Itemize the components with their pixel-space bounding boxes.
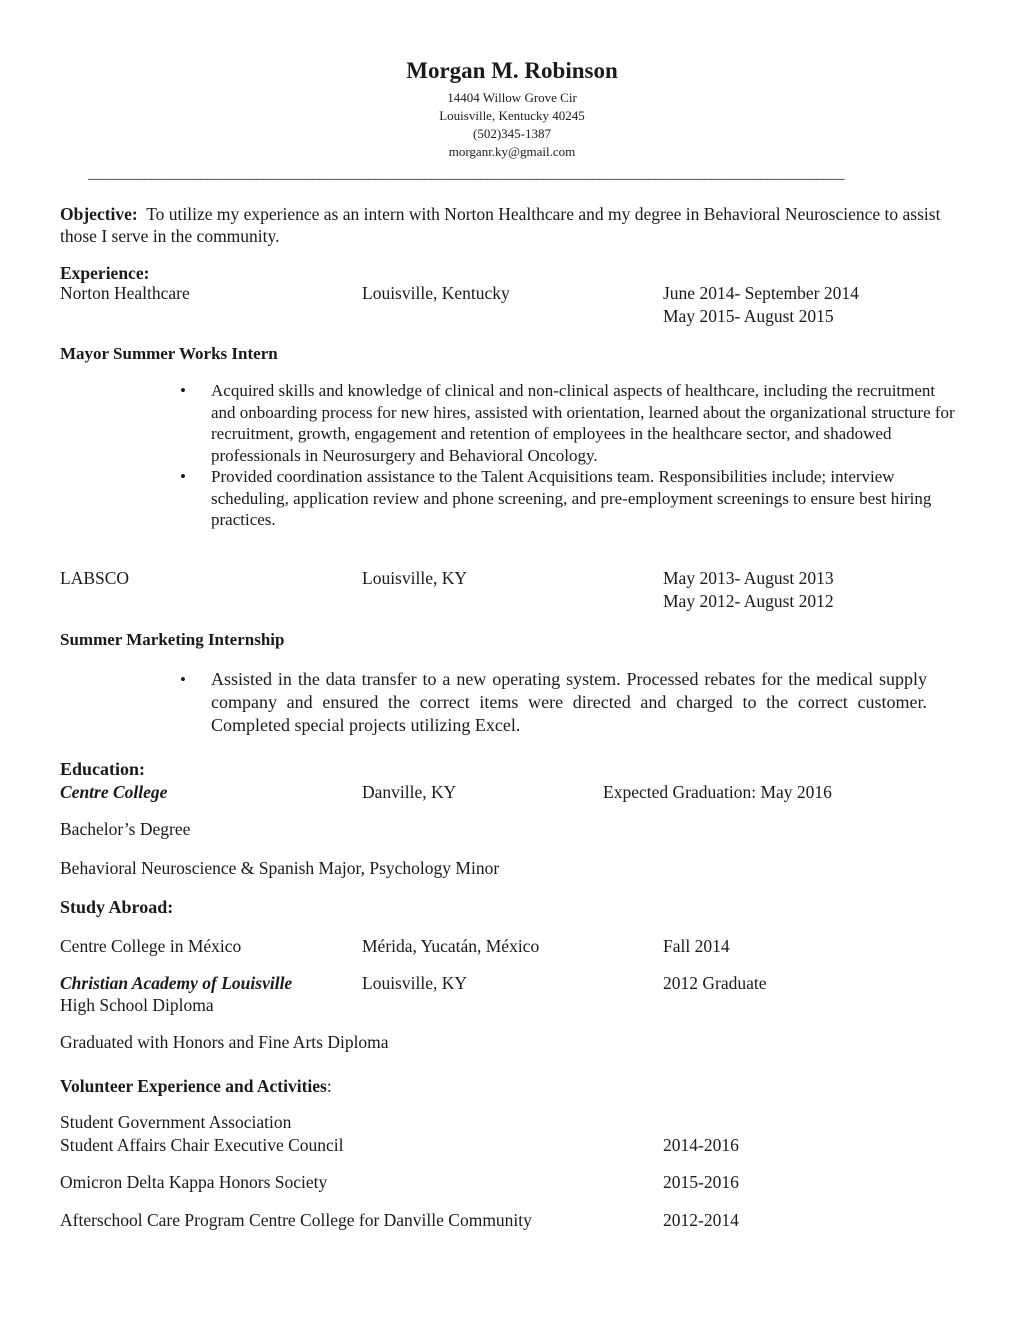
volunteer-heading-colon: : [326, 1076, 332, 1096]
bullet-marker: • [180, 670, 186, 689]
bullet-marker: • [180, 381, 186, 400]
header-divider: ____________________________________________________________________________________________________________ [88, 166, 844, 182]
job-dates: May 2012- August 2012 [663, 591, 834, 611]
activity-years: 2012-2014 [663, 1210, 739, 1230]
job-org: Norton Healthcare [60, 283, 190, 303]
bullet-marker: • [180, 467, 186, 486]
school-name: Christian Academy of Louisville [60, 973, 293, 993]
abroad-term: Fall 2014 [663, 936, 730, 956]
activity-name: Omicron Delta Kappa Honors Society [60, 1172, 328, 1192]
job-dates: May 2013- August 2013 [663, 568, 834, 588]
job-bullet: Assisted in the data transfer to a new operating system. Processed rebates for the medical supply company and ensured the correct items were directed and charged to the correct customer. Completed special projects utilizing Excel. [211, 669, 927, 735]
school-name: Centre College [60, 782, 168, 802]
address-line-2: Louisville, Kentucky 40245 [439, 108, 585, 123]
graduation-date: Expected Graduation: May 2016 [603, 782, 832, 802]
activity-name: Afterschool Care Program Centre College for Danville Community [60, 1210, 532, 1230]
activity-name: Student Government Association [60, 1112, 292, 1132]
objective-label: Objective: [60, 204, 138, 224]
activity-years: 2015-2016 [663, 1172, 739, 1192]
activity-role: Student Affairs Chair Executive Council [60, 1135, 344, 1155]
education-heading: Education: [60, 759, 146, 779]
job-bullet: Provided coordination assistance to the Talent Acquisitions team. Responsibilities include; interview scheduling, application review and phone screening, and pre-employment screenings to ensure best hiring practices. [211, 467, 932, 529]
school-location: Louisville, KY [362, 973, 467, 993]
job-title: Mayor Summer Works Intern [60, 344, 278, 363]
job-location: Louisville, KY [362, 568, 467, 588]
graduation-year: 2012 Graduate [663, 973, 767, 993]
study-abroad-heading: Study Abroad: [60, 897, 174, 917]
address-line-1: 14404 Willow Grove Cir [447, 90, 577, 105]
job-location: Louisville, Kentucky [362, 283, 510, 303]
school-location: Danville, KY [362, 782, 457, 802]
activity-years: 2014-2016 [663, 1135, 739, 1155]
job-dates: May 2015- August 2015 [663, 306, 834, 326]
volunteer-heading-text: Volunteer Experience and Activities [60, 1076, 327, 1096]
honors: Graduated with Honors and Fine Arts Diploma [60, 1032, 389, 1052]
objective-section [60, 203, 960, 247]
degree: Bachelor’s Degree [60, 819, 191, 839]
major: Behavioral Neuroscience & Spanish Major, Psychology Minor [60, 858, 500, 878]
resume-name: Morgan M. Robinson [406, 58, 618, 83]
abroad-location: Mérida, Yucatán, México [362, 936, 540, 956]
objective-text: To utilize my experience as an intern with Norton Healthcare and my degree in Behavioral Neuroscience to assist those I serve in the community. [60, 204, 941, 246]
diploma: High School Diploma [60, 995, 214, 1015]
email-address: morganr.ky@gmail.com [448, 144, 576, 159]
experience-heading: Experience: [60, 263, 150, 283]
job-org: LABSCO [60, 568, 130, 588]
phone-number: (502)345-1387 [473, 126, 551, 141]
volunteer-heading [60, 1076, 332, 1097]
job-title: Summer Marketing Internship [60, 630, 285, 649]
job-bullet: Acquired skills and knowledge of clinical and non-clinical aspects of healthcare, including the recruitment and onboarding process for new hires, assisted with orientation, learned about the organizational structure for recruitment, growth, engagement and retention of employees in the healthcare sector, and shadowed professionals in Neurosurgery and Behavioral Oncology. [211, 381, 955, 465]
abroad-program: Centre College in México [60, 936, 242, 956]
job-dates: June 2014- September 2014 [663, 283, 859, 303]
